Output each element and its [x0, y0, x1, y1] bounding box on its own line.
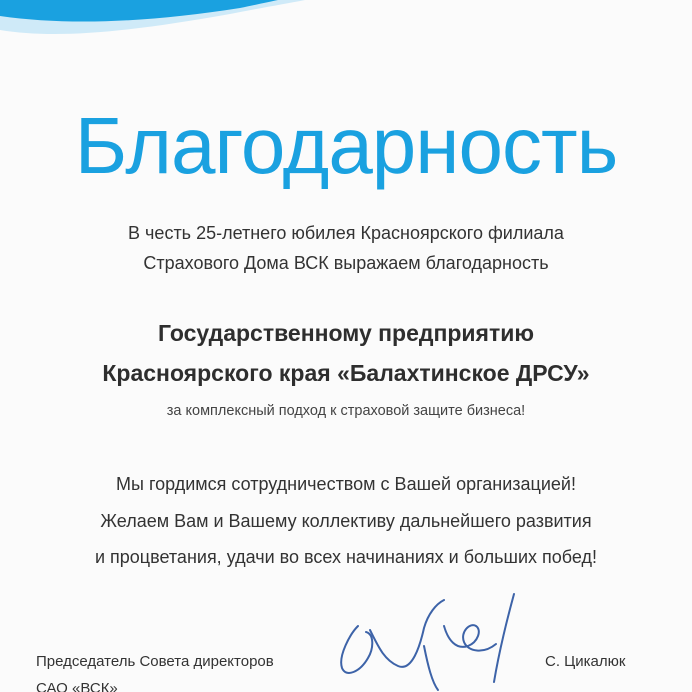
signatory-name: С. Цикалюк [545, 653, 626, 670]
recipient-line-1: Государственному предприятию [157, 320, 535, 346]
signatory-position-line-1: Председатель Совета директоров [36, 653, 274, 670]
wish-line-3: и процветания, удачи во всех начинаниях и больших побед! [94, 547, 598, 567]
wish-line-2: Желаем Вам и Вашему коллективу дальнейшего развития [100, 511, 592, 531]
signatory-position-line-2: САО «ВСК» [36, 680, 118, 692]
recipient-line-2: Красноярского края «Балахтинское ДРСУ» [102, 360, 590, 386]
wish-line-1: Мы гордимся сотрудничеством с Вашей организацией! [116, 474, 576, 494]
header-wave-decoration [0, 0, 692, 60]
intro-line-2: Страхового Дома ВСК выражаем благодарность [143, 253, 549, 273]
intro-line-1: В честь 25-летнего юбилея Красноярского филиала [128, 223, 564, 243]
handwritten-signature [328, 586, 528, 692]
certificate-title: Благодарность [74, 101, 618, 190]
reason-line: за комплексный подход к страховой защите бизнеса! [166, 403, 526, 419]
